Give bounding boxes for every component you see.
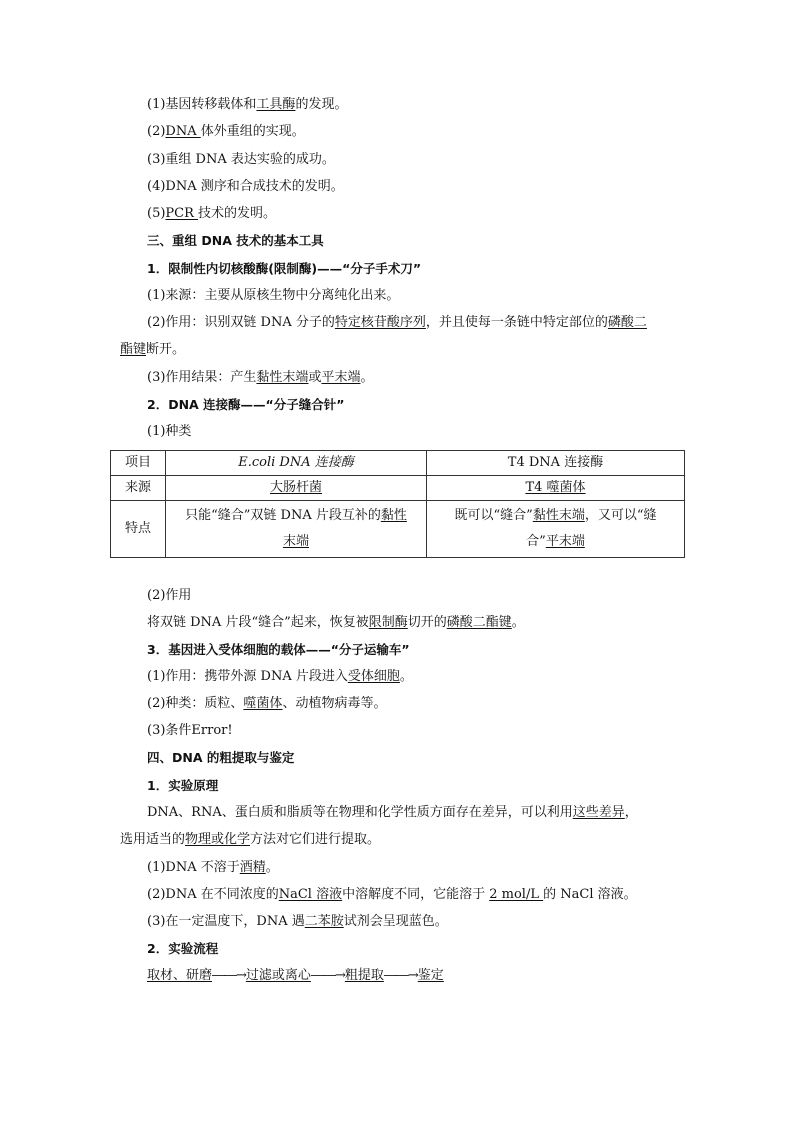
ligase-function-title: (2)作用 xyxy=(147,588,192,603)
table-header-item: 项目 xyxy=(111,451,166,476)
vector-conditions: (3)条件Error! xyxy=(147,723,233,738)
section4-heading: 四、DNA 的粗提取与鉴定 xyxy=(147,750,295,765)
vector-function: (1)作用：携带外源 DNA 片段进入受体细胞。 xyxy=(147,669,413,684)
history-item-1: (1)基因转移载体和工具酶的发现。 xyxy=(147,97,348,112)
vector-title: 3．基因进入受体细胞的载体——“分子运输车” xyxy=(147,642,410,657)
history-item-5: (5)PCR 技术的发明。 xyxy=(147,206,277,221)
ligase-function: 将双链 DNA 片段“缝合”起来，恢复被限制酶切开的磷酸二酯键。 xyxy=(147,615,525,630)
restriction-result: (3)作用结果：产生黏性末端或平末端。 xyxy=(147,370,374,385)
principle-3: (3)在一定温度下，DNA 遇二苯胺试剂会呈现蓝色。 xyxy=(147,914,448,929)
flow-step-2: 过滤或离心 xyxy=(245,968,311,983)
table-cell-ecoli-source: 大肠杆菌 xyxy=(166,476,427,501)
restriction-source: (1)来源：主要从原核生物中分离纯化出来。 xyxy=(147,288,400,303)
table-cell-t4-feature: 既可以“缝合”黏性末端，又可以“缝 合”平末端 xyxy=(427,501,685,558)
table-cell-feature-label: 特点 xyxy=(111,501,166,558)
table-cell-t4-source: T4 噬菌体 xyxy=(427,476,685,501)
table-header-t4: T4 DNA 连接酶 xyxy=(427,451,685,476)
principle-2: (2)DNA 在不同浓度的NaCl 溶液中溶解度不同，它能溶于 2 mol/L 的 NaCl 溶液。 xyxy=(147,887,637,902)
flow-arrow-icon: ――→ xyxy=(383,968,418,983)
table-cell-ecoli-feature: 只能“缝合”双链 DNA 片段互补的黏性 末端 xyxy=(166,501,427,558)
flow-step-3: 粗提取 xyxy=(344,968,384,983)
table-header-ecoli: E.coli DNA 连接酶 xyxy=(166,451,427,476)
procedure-flow xyxy=(147,966,444,986)
flow-arrow-icon: ――→ xyxy=(212,968,246,983)
flow-step-4: 鉴定 xyxy=(417,968,444,983)
table-row-feature xyxy=(111,501,685,558)
restriction-enzyme-title: 1．限制性内切核酸酶(限制酶)——“分子手术刀” xyxy=(147,261,422,276)
history-item-3: (3)重组 DNA 表达实验的成功。 xyxy=(147,152,335,167)
restriction-function: (2)作用：识别双链 DNA 分子的特定核苷酸序列，并且使每一条链中特定部位的磷酸二 xyxy=(147,315,647,330)
vector-kinds: (2)种类：质粒、噬菌体、动植物病毒等。 xyxy=(147,696,387,711)
flow-arrow-icon: ――→ xyxy=(310,968,345,983)
section3-heading: 三、重组 DNA 技术的基本工具 xyxy=(147,233,324,248)
table-header-row xyxy=(111,451,685,476)
ligase-table xyxy=(110,450,685,558)
flow-step-1: 取材、研磨 xyxy=(147,968,213,983)
principle-title: 1．实验原理 xyxy=(147,778,219,793)
principle-intro-cont: 选用适当的物理或化学方法对它们进行提取。 xyxy=(120,832,381,847)
ligase-kinds: (1)种类 xyxy=(147,424,192,439)
procedure-title: 2．实验流程 xyxy=(147,941,219,956)
table-row-source xyxy=(111,476,685,501)
principle-intro: DNA、RNA、蛋白质和脂质等在物理和化学性质方面存在差异，可以利用这些差异， xyxy=(147,805,638,820)
ligase-title: 2．DNA 连接酶——“分子缝合针” xyxy=(147,397,345,412)
history-item-4: (4)DNA 测序和合成技术的发明。 xyxy=(147,179,344,194)
history-item-2: (2)DNA 体外重组的实现。 xyxy=(147,124,305,139)
restriction-function-cont: 酯键断开。 xyxy=(120,342,186,357)
table-cell-source-label: 来源 xyxy=(111,476,166,501)
principle-1: (1)DNA 不溶于酒精。 xyxy=(147,860,279,875)
